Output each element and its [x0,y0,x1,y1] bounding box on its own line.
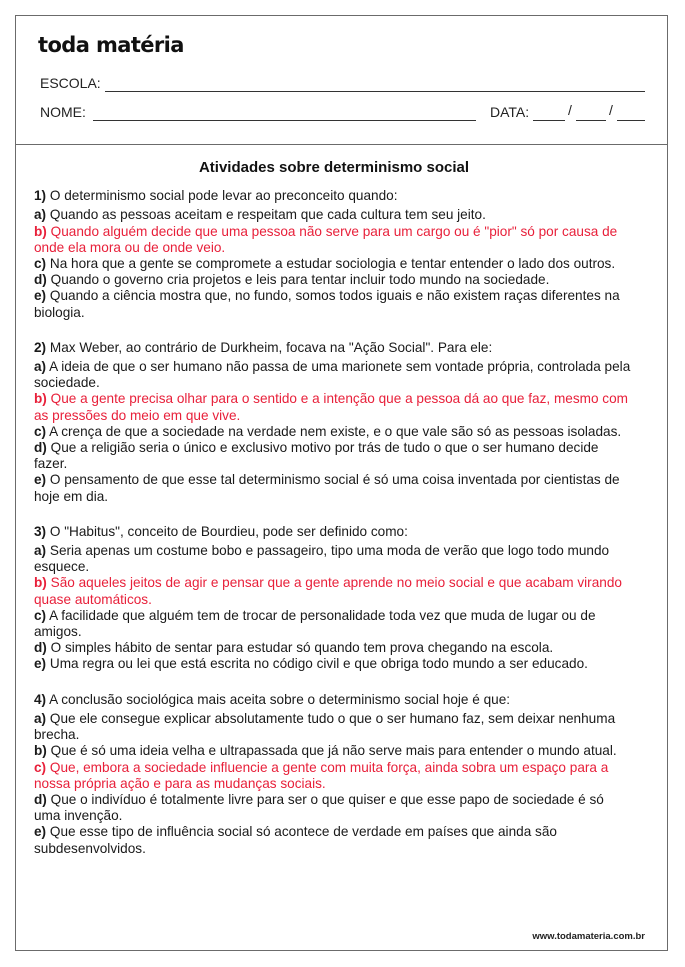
option-letter: b) [34,223,47,239]
option-letter: a) [34,543,47,559]
option-letter: e) [34,472,47,488]
option-text: Quando alguém decide que uma pessoa não serve para um cargo ou é "pior" só por causa de onde ela mora ou de onde veio. [34,223,618,255]
option-text: Que a religião seria o único e exclusivo motivo por trás de tudo o que o ser humano decide fazer. [34,440,599,472]
answer-option[interactable] [34,256,634,272]
option-letter: e) [34,288,47,304]
option-text: Seria apenas um costume bobo e passageiro, tipo uma moda de verão que logo todo mundo esquece. [34,543,610,575]
name-label: NOME: [40,104,86,120]
answer-option-correct[interactable] [34,575,634,607]
option-text: A facilidade que alguém tem de trocar de personalidade toda vez que muda de lugar ou de amigos. [34,607,596,640]
question-block [34,188,634,321]
option-letter: e) [34,656,47,672]
answer-option[interactable] [34,472,634,504]
option-text: Quando a ciência mostra que, no fundo, somos todos iguais e não existem raças diferentes na biologia. [34,288,620,320]
answer-option[interactable] [34,207,634,223]
answer-option[interactable] [34,424,634,440]
footer-url: www.todamateria.com.br [532,931,645,942]
question-prompt: A conclusão sociológica mais aceita sobre o determinismo social hoje é que: [49,691,511,707]
answer-option[interactable] [34,608,634,640]
option-letter: d) [34,272,47,288]
question-number: 3) [34,523,47,539]
question-block [34,524,634,673]
answer-option[interactable] [34,440,634,472]
option-text: Que é só uma ideia velha e ultrapassada que já não serve mais para entender o mundo atual. [50,743,617,759]
header-divider [16,144,667,145]
option-text: São aqueles jeitos de agir e pensar que a gente aprende no meio social e que acabam virando quase automáticos. [34,575,622,607]
option-letter: d) [34,640,47,656]
option-text: A ideia de que o ser humano não passa de uma marionete sem vontade própria, controlada pela sociedade. [34,359,631,391]
answer-option[interactable] [34,272,634,288]
school-label: ESCOLA: [40,75,101,91]
option-text: Que o indivíduo é totalmente livre para ser o que quiser e que esse papo de sociedade é só uma invenção. [34,791,604,824]
question-list [34,188,634,857]
question-prompt: O determinismo social pode levar ao preconceito quando: [49,188,398,204]
answer-option[interactable] [34,640,634,656]
answer-option[interactable] [34,656,634,672]
answer-option[interactable] [34,792,634,824]
question-block [34,340,634,505]
answer-option[interactable] [34,543,634,575]
worksheet-header [16,16,667,144]
answer-option[interactable] [34,288,634,320]
option-text: Que ele consegue explicar absolutamente tudo o que o ser humano faz, sem deixar nenhuma brecha. [34,710,616,743]
option-text: O pensamento de que esse tal determinismo social é só uma coisa inventada por cientistas de hoje em dia. [34,472,620,504]
answer-option[interactable] [34,359,634,391]
option-letter: c) [34,607,47,623]
brand-logo: toda matéria [38,33,184,57]
date-month-line[interactable] [576,120,606,121]
answer-option[interactable] [34,824,634,856]
option-letter: b) [34,743,47,759]
question-number: 2) [34,339,47,355]
name-field-line[interactable] [93,120,476,121]
option-letter: b) [34,575,47,591]
option-letter: c) [34,759,47,775]
option-letter: a) [34,359,47,375]
date-separator: / [609,102,613,118]
question-text [34,524,634,540]
question-prompt: Max Weber, ao contrário de Durkheim, focava na "Ação Social". Para ele: [49,339,493,355]
option-text: Quando as pessoas aceitam e respeitam que cada cultura tem seu jeito. [49,207,486,223]
answer-option[interactable] [34,743,634,759]
page-title: Atividades sobre determinismo social [198,159,470,176]
date-day-line[interactable] [533,120,565,121]
question-prompt: O "Habitus", conceito de Bourdieu, pode ser definido como: [49,523,408,539]
answer-option-correct[interactable] [34,391,634,423]
option-text: Na hora que a gente se compromete a estudar sociologia e tentar entender o lado dos outros. [49,256,616,272]
option-letter: a) [34,207,47,223]
worksheet-content [34,160,634,876]
option-text: Que esse tipo de influência social só acontece de verdade em países que ainda são subdesenvolvidos. [34,824,557,856]
question-text [34,340,634,356]
date-year-line[interactable] [617,120,645,121]
option-letter: a) [34,710,47,726]
school-field-line[interactable] [105,91,645,92]
option-text: Quando o governo cria projetos e leis para tentar incluir todo mundo na sociedade. [50,272,550,288]
option-letter: d) [34,440,47,456]
option-letter: b) [34,391,47,407]
option-letter: c) [34,423,47,439]
date-label: DATA: [490,104,530,120]
question-text [34,692,634,708]
option-text: Uma regra ou lei que está escrita no código civil e que obriga todo mundo a ser educado. [49,656,588,672]
answer-option-correct[interactable] [34,760,634,792]
option-letter: e) [34,824,47,840]
question-block [34,692,634,857]
answer-option[interactable] [34,711,634,743]
answer-option-correct[interactable] [34,224,634,256]
option-letter: c) [34,256,47,272]
option-letter: d) [34,791,47,807]
question-text [34,188,634,204]
question-number: 1) [34,188,47,204]
question-number: 4) [34,691,47,707]
option-text: A crença de que a sociedade na verdade nem existe, e o que vale são só as pessoas isoladas. [49,423,622,439]
option-text: Que, embora a sociedade influencie a gente com muita força, ainda sobra um espaço para a nossa própria ação e para as mudanças sociais. [34,759,609,791]
option-text: O simples hábito de sentar para estudar só quando tem prova chegando na escola. [50,640,554,656]
option-text: Que a gente precisa olhar para o sentido e a intenção que a pessoa dá ao que faz, mesmo com as pressões do meio em que vive. [34,391,628,423]
date-separator: / [568,102,572,118]
